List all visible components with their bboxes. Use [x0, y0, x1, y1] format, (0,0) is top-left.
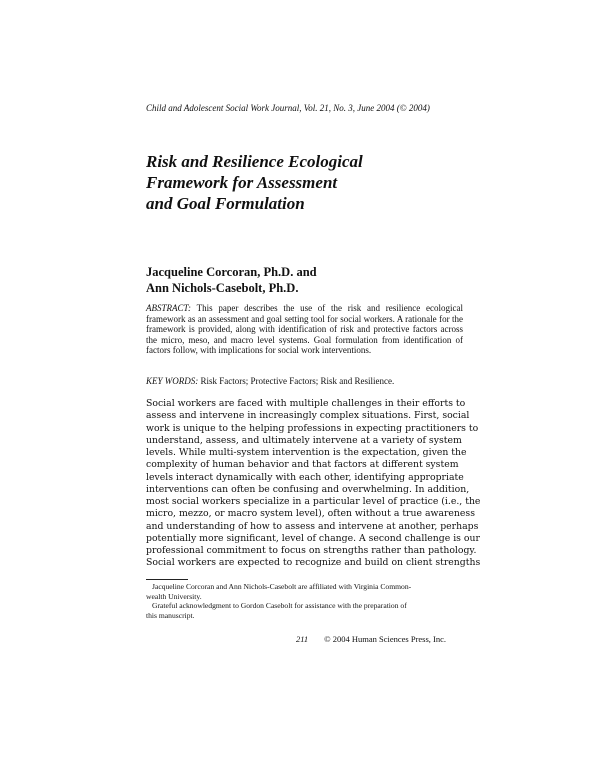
- title-line: and Goal Formulation: [146, 194, 305, 213]
- page-footer: [296, 634, 466, 645]
- body-line: understand, assess, and ultimately intervene at a variety of system: [146, 434, 462, 446]
- body-line: levels interact dynamically with each other, identifying appropriate: [146, 471, 464, 483]
- body-line: professional commitment to focus on strengths rather than pathology.: [146, 545, 477, 556]
- title-line: Risk and Resilience Ecological: [146, 152, 363, 171]
- abstract: [146, 303, 463, 356]
- page-number: 211: [296, 634, 309, 644]
- author-line: Ann Nichols-Casebolt, Ph.D.: [146, 281, 299, 295]
- body-line: complexity of human behavior and that factors at different system: [146, 459, 459, 471]
- body-line: levels. While multi-system intervention is the expectation, given the: [146, 447, 467, 458]
- body-line: assess and intervene in increasingly complex situations. First, social: [146, 410, 470, 422]
- publisher-copyright: © 2004 Human Sciences Press, Inc.: [324, 634, 447, 644]
- footnote-line: wealth University.: [146, 591, 202, 601]
- title-line: Framework for Assessment: [146, 173, 338, 192]
- body-line: potentially more significant, level of change. A second challenge is our: [146, 532, 480, 544]
- body-line: Social workers are expected to recognize and build on client strengths: [146, 557, 481, 569]
- abstract-label: ABSTRACT:: [146, 303, 192, 313]
- footnotes: [146, 582, 463, 620]
- body-line: and understanding of how to assess and intervene at another, perhaps: [146, 520, 479, 532]
- author-list: [146, 264, 466, 296]
- article-title: [146, 151, 466, 214]
- author-line: Jacqueline Corcoran, Ph.D. and: [146, 265, 317, 279]
- footnote-line: Grateful acknowledgment to Gordon Casebolt for assistance with the preparation of: [152, 601, 407, 611]
- journal-citation: Child and Adolescent Social Work Journal, Vol. 21, No. 3, June 2004 (© 2004): [146, 103, 430, 113]
- body-line: most social workers specialize in a particular level of practice (i.e., the: [146, 496, 481, 507]
- body-line: micro, mezzo, or macro system level), often without a true awareness: [146, 508, 475, 520]
- body-line: interventions can often be confusing and overwhelming. In addition,: [146, 483, 470, 495]
- footnote-line: this manuscript.: [146, 610, 195, 620]
- keywords-label: KEY WORDS:: [146, 376, 199, 386]
- body-line: work is unique to the helping professions in expecting practitioners to: [146, 422, 479, 434]
- body-line: Social workers are faced with multiple challenges in their efforts to: [146, 398, 466, 409]
- footnote-line: Jacqueline Corcoran and Ann Nichols-Casebolt are affiliated with Virginia Common-: [152, 582, 412, 591]
- footnote-divider: [146, 579, 188, 580]
- abstract-text: This paper describes the use of the risk and resilience ecological framework as an assessment and goal setting tool for social workers. A rationale for the framework is provided, along with identification of risk and protective factors across the micro, meso, and macro level systems. Goal formulation from identification of factors follow, with implications for social work interventions.: [146, 303, 463, 356]
- keywords: [146, 376, 476, 387]
- body-paragraph: [146, 398, 481, 570]
- keywords-text: Risk Factors; Protective Factors; Risk and Resilience.: [200, 376, 395, 386]
